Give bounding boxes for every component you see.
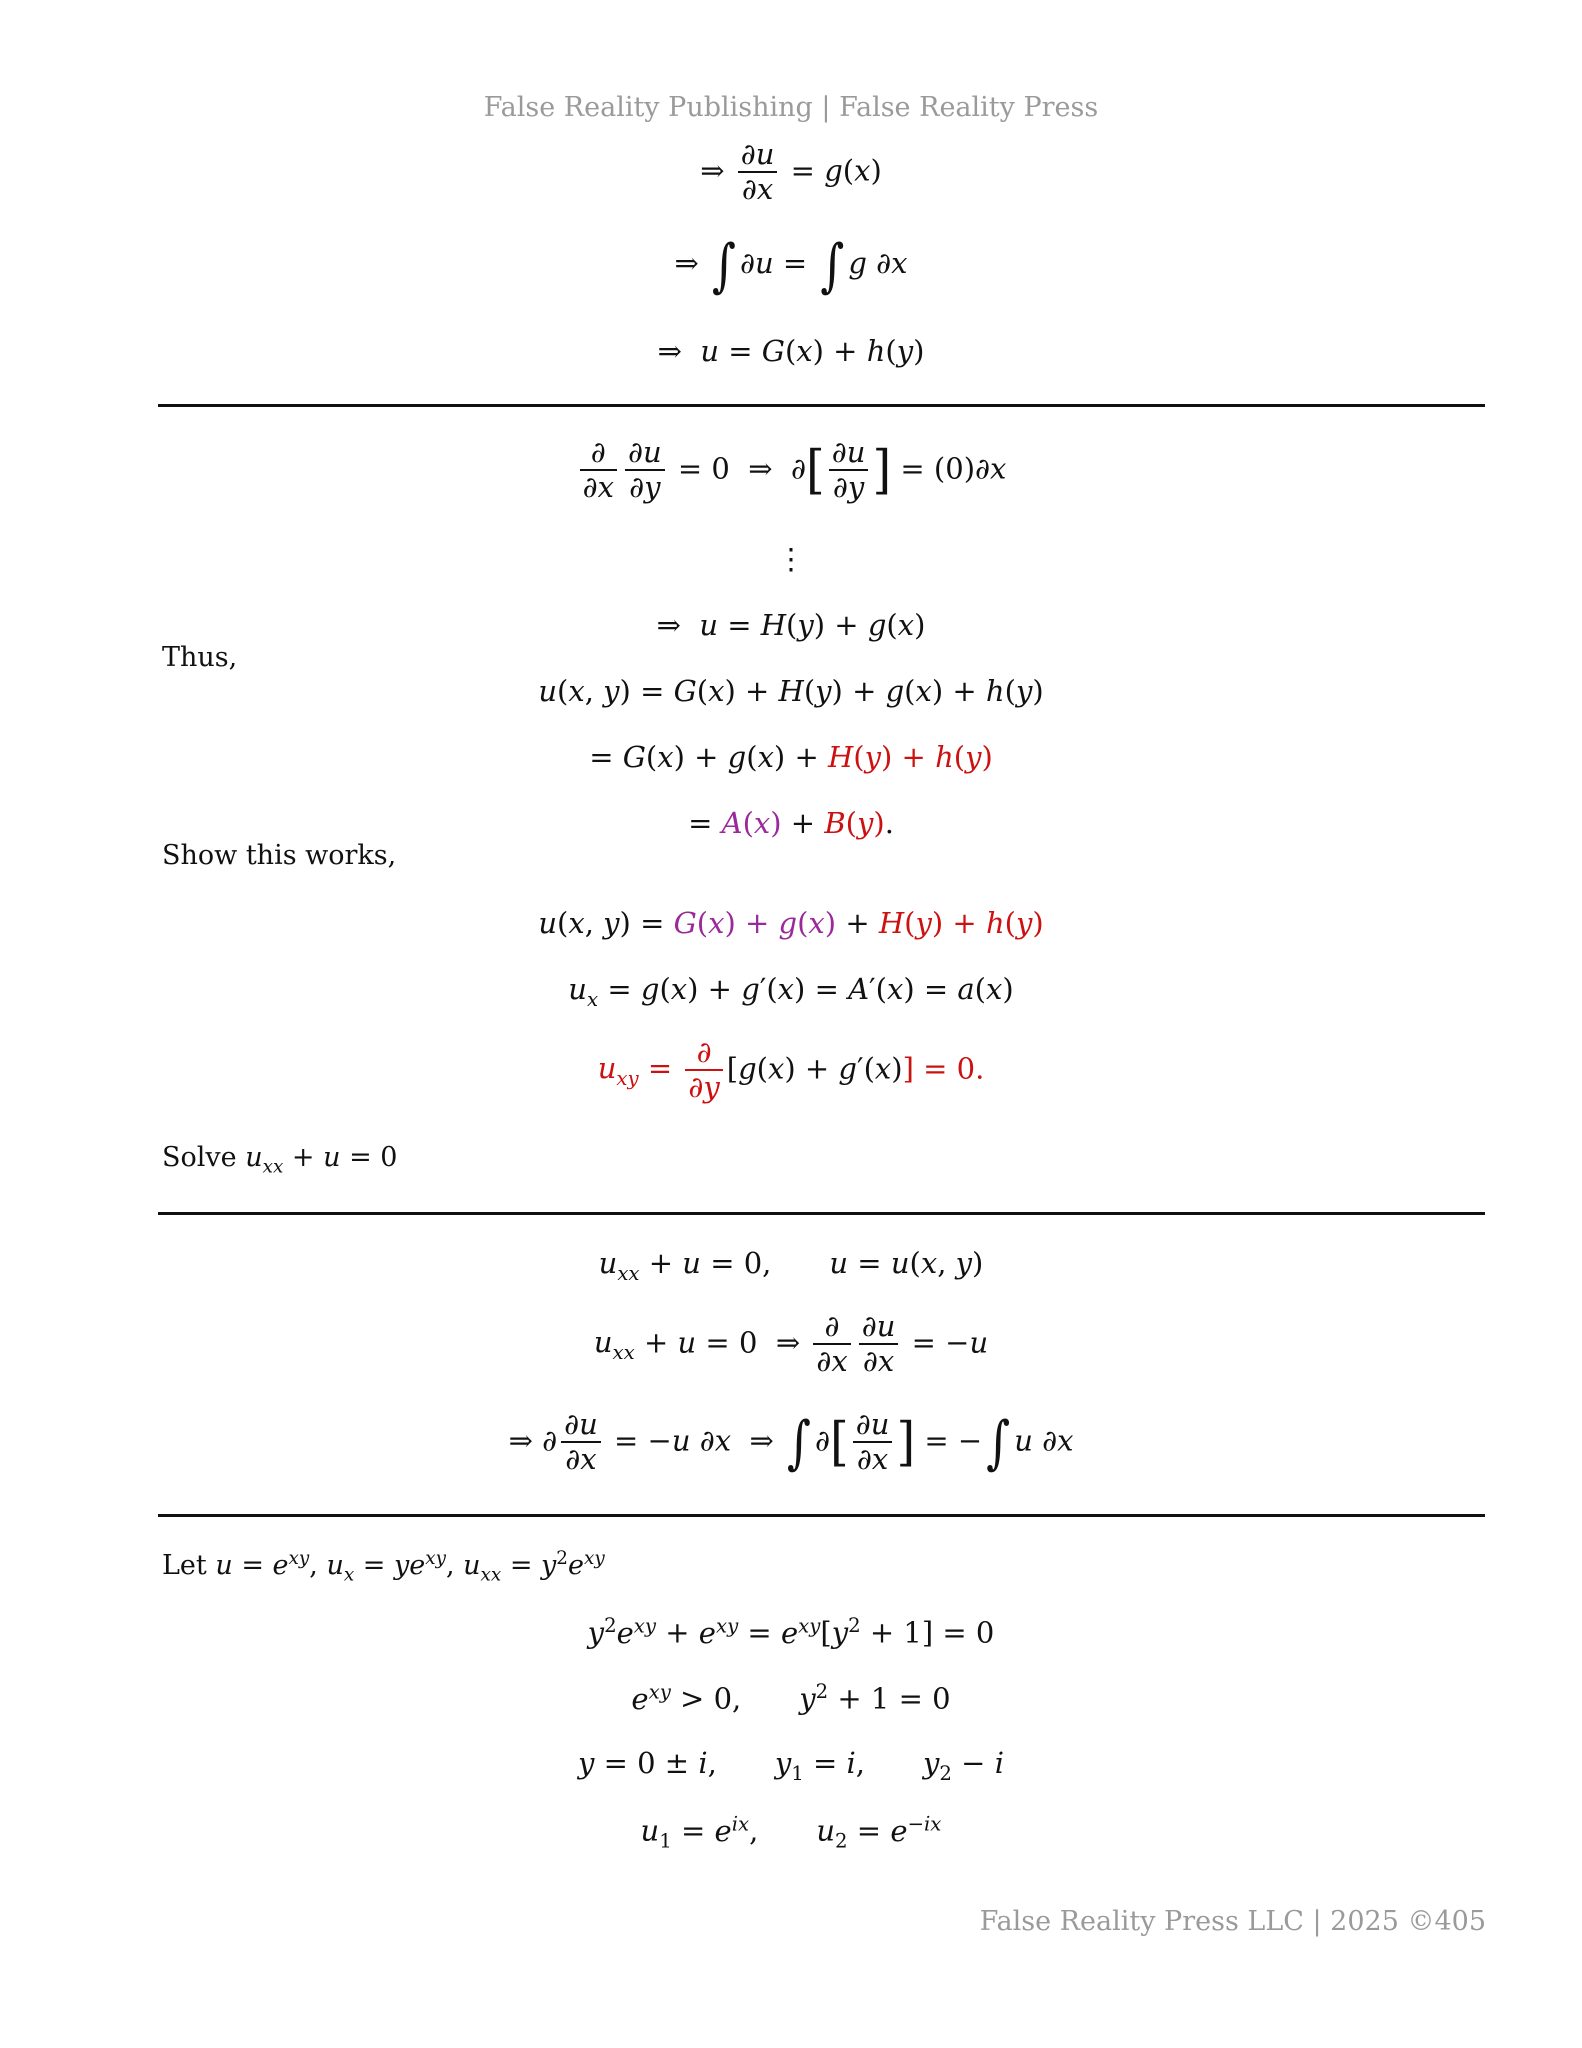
divider-2 bbox=[158, 1212, 1485, 1215]
equation-17: y = 0 ± i, $y_1 = i$, $y_2 - i$ bbox=[578, 1746, 1004, 1785]
divider-1 bbox=[158, 404, 1485, 407]
page-header: False Reality Publishing | False Reality Press bbox=[483, 92, 1099, 123]
equation-9: u(x, y) = G(x) + g(x) + H(y) + h(y) bbox=[538, 906, 1044, 940]
equation-6: u(x, y) = G(x) + H(y) + g(x) + h(y) bbox=[538, 674, 1044, 708]
equation-8: = A(x) + B(y). bbox=[688, 806, 894, 840]
equation-5: ⇒ u = H(y) + g(x) bbox=[656, 608, 926, 642]
equation-13: $u_{xx} + u = 0$ ⇒ $\frac{\partial}{\partial x}$ $\frac{\partial u}{\partial x}$ = −u bbox=[593, 1309, 989, 1379]
label-let: Let $u = e^{xy}$, $u_x = ye^{xy}$, $u_{xx} = y^2e^{xy}$ bbox=[162, 1548, 605, 1586]
label-show: Show this works, bbox=[162, 840, 397, 871]
equation-2: ⇒ ∫ ∂u = ∫ g ∂x bbox=[674, 231, 908, 299]
let-text: Let bbox=[162, 1550, 207, 1581]
label-thus: Thus, bbox=[162, 642, 238, 673]
equation-15: $y^2e^{xy} + e^{xy} = e^{xy}[y^2 + 1] = 0$ bbox=[587, 1614, 995, 1650]
vertical-ellipsis: ⋮ bbox=[776, 542, 806, 576]
equation-11: $u_{xy}$ = $\frac{\partial}{\partial y}$ [g(x) + g′(x)] = 0. bbox=[597, 1035, 985, 1105]
equation-4: $\frac{\partial}{\partial x}$ $\frac{\partial u}{\partial y}$ = 0 ⇒ ∂[ $\frac{\partial u}{\partial y}$ ] = (0)∂x bbox=[0, 436, 1582, 505]
equation-3: ⇒ u = G(x) + h(y) bbox=[657, 334, 925, 368]
divider-3 bbox=[158, 1514, 1485, 1517]
equation-14: ⇒ ∂ $\frac{\partial u}{\partial x}$ = −u ∂x ⇒ ∫ ∂[ $\frac{\partial u}{\partial x}$ ] = −∫ u ∂x bbox=[508, 1407, 1074, 1477]
label-solve: Solve $u_{xx} + u = 0$ bbox=[162, 1142, 398, 1178]
equation-7: = G(x) + g(x) + H(y) + h(y) bbox=[589, 740, 993, 774]
equation-12: $u_{xx} + u = 0$, u = u(x, y) bbox=[598, 1246, 984, 1285]
page-footer: False Reality Press LLC | 2025 ©405 bbox=[979, 1906, 1486, 1937]
equation-1: ⇒ $\frac{\partial u}{\partial x}$ = g(x) bbox=[700, 137, 882, 207]
equation-18: $u_1 = e^{ix}$, $u_2 = e^{-ix}$ bbox=[640, 1812, 942, 1853]
equation-10: $u_x = g(x) + g'(x) = A'(x) = a(x)$ bbox=[568, 972, 1014, 1011]
solve-text: Solve bbox=[162, 1142, 237, 1173]
equation-16: $e^{xy} > 0$, $y^2 + 1 = 0$ bbox=[631, 1680, 951, 1716]
